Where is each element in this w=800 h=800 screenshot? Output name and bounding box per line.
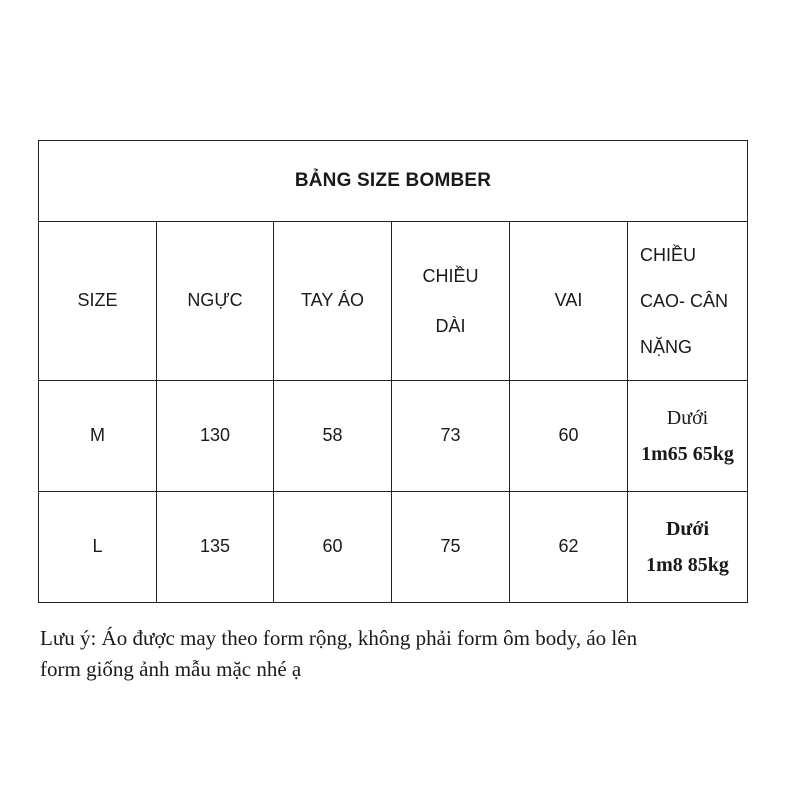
cell-length: 73 (392, 381, 510, 492)
cell-height-weight (628, 381, 748, 492)
table-title-row (39, 141, 748, 222)
cell-length: 75 (392, 492, 510, 603)
header-length (392, 222, 510, 381)
cell-sleeve: 60 (274, 492, 392, 603)
cell-hw-line1: Dưới (666, 407, 709, 429)
header-sleeve: TAY ÁO (274, 222, 392, 381)
cell-size: L (39, 492, 157, 603)
table-header-row (39, 222, 748, 381)
header-hw-line3: NẶNG (640, 337, 693, 357)
header-length-line1: CHIỀU (422, 266, 479, 286)
table-row (39, 381, 748, 492)
header-length-line2: DÀI (435, 316, 466, 336)
header-chest: NGỰC (157, 222, 274, 381)
cell-hw-line2: 1m8 85kg (646, 554, 729, 576)
header-size: SIZE (39, 222, 157, 381)
cell-hw-line1: Dưới (665, 518, 710, 540)
header-hw-line1: CHIỀU (640, 245, 697, 265)
cell-height-weight (628, 492, 748, 603)
size-note (40, 623, 740, 685)
cell-shoulder: 60 (510, 381, 628, 492)
cell-sleeve: 58 (274, 381, 392, 492)
cell-chest: 135 (157, 492, 274, 603)
note-line1: Lưu ý: Áo được may theo form rộng, không phải form ôm body, áo lên (40, 626, 638, 650)
note-line2: form giống ảnh mẫu mặc nhé ạ (40, 657, 302, 681)
header-shoulder: VAI (510, 222, 628, 381)
cell-chest: 130 (157, 381, 274, 492)
cell-shoulder: 62 (510, 492, 628, 603)
cell-size: M (39, 381, 157, 492)
table-title: BẢNG SIZE BOMBER (39, 141, 748, 222)
header-hw-line2: CAO- CÂN (640, 291, 729, 311)
table-row (39, 492, 748, 603)
header-height-weight (628, 222, 748, 381)
size-chart-table (38, 140, 748, 603)
cell-hw-line2: 1m65 65kg (641, 443, 734, 465)
